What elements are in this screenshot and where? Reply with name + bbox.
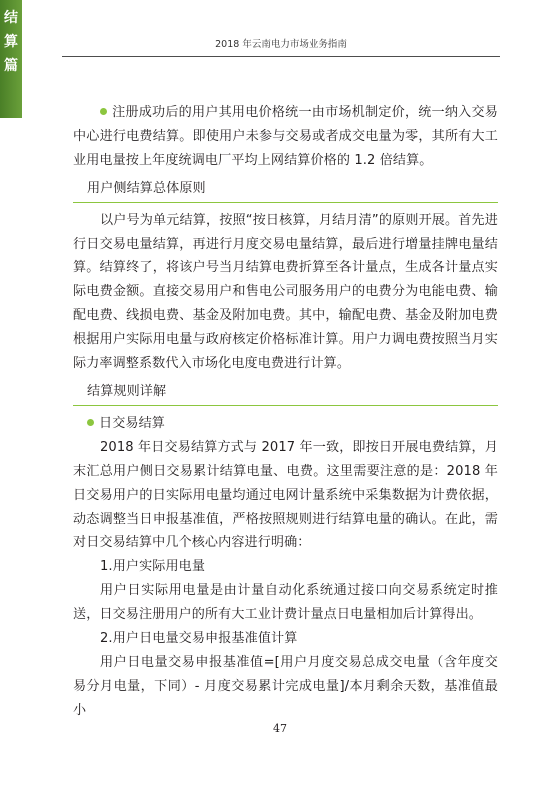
- running-header: 2018 年云南电力市场业务指南: [215, 39, 347, 50]
- side-tab-char-1: 结: [4, 10, 18, 26]
- page-number: 47: [273, 722, 287, 735]
- paragraph-principles: 以户号为单元结算，按照“按日核算，月结月清”的原则开展。首先进行日交易电量结算，再进行月度交易电量结算，最后进行增量挂牌电量结算。结算终了，将该户号当月结算电费折算至各计量点，生成各计量点实际电费金额。直接交易用户和售电公司服务用户的电费分为电能电费、输配电费、线损电费、基金及附加电费。其中，输配电费、基金及附加电费根据用户实际用电量与政府核定价格标准计算。用户力调电费按照当月实际力率调整系数代入市场化电度电费进行计算。: [73, 212, 498, 372]
- numbered-item-1: 1.用户实际用电量: [100, 559, 206, 575]
- paragraph-actual-usage: 用户日实际用电量是由计量自动化系统通过接口向交易系统定时推送，日交易注册用户的所有大工业计费计量点日电量相加后计算得出。: [73, 583, 498, 623]
- section-heading-principles: 用户侧结算总体原则: [73, 177, 498, 203]
- paragraph-registration: 注册成功后的用户其用电价格统一由市场机制定价，统一纳入交易中心进行电费结算。即使用户未参与交易或者成交电量为零，其所有大工业用电量按上年度统调电厂平均上网结算价格的 1.2 倍结算。: [73, 105, 498, 168]
- bullet-dot-icon: [100, 108, 107, 115]
- side-tab-char-3: 篇: [4, 58, 18, 74]
- numbered-item-2: 2.用户日电量交易申报基准值计算: [100, 631, 298, 647]
- bullet-dot-icon: [87, 419, 94, 426]
- section-side-tab: [0, 0, 22, 118]
- section-heading-rules: 结算规则详解: [73, 380, 498, 406]
- bullet-daily-settlement: 日交易结算: [73, 412, 498, 436]
- paragraph-daily-settlement: 2018 年日交易结算方式与 2017 年一致，即按日开展电费结算，月末汇总用户侧日交易累计结算电量、电费。这里需要注意的是：2018 年日交易用户的日实际用电量均通过电网计量系统中采集数据为计费依据，动态调整当日申报基准值，严格按照规则进行结算电量的确认。在此，需对日交易结算中几个核心内容进行明确：: [73, 439, 498, 551]
- paragraph-baseline: 用户日电量交易申报基准值=[用户月度交易总成交电量（含年度交易分月电量，下同）- 月度交易累计完成电量]/本月剩余天数，基准值最小: [73, 654, 498, 718]
- header-rule: [62, 56, 500, 57]
- side-tab-char-2: 算: [4, 34, 18, 50]
- page-body: [73, 101, 498, 723]
